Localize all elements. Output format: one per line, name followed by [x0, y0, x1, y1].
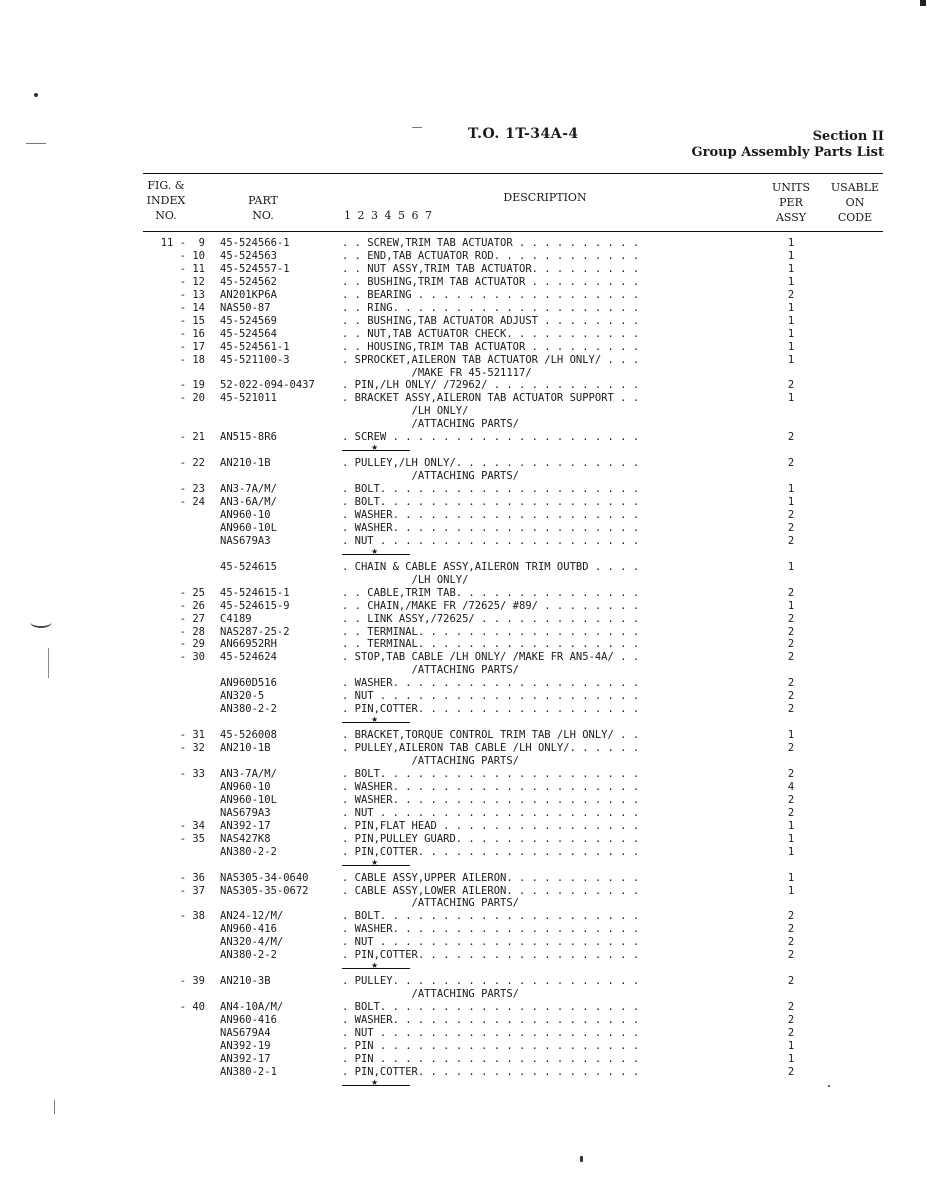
fig-index-cell: - 15: [179, 314, 205, 327]
table-row: [0, 289, 927, 302]
part-number-cell: AN380-2-2: [220, 703, 277, 716]
part-number-cell: 45-521011: [220, 392, 277, 405]
part-number-cell: AN320-5: [220, 690, 265, 703]
table-row: [0, 1040, 927, 1053]
description-cell: . . SCREW,TRIM TAB ACTUATOR . . . . . . . . . .: [342, 237, 640, 249]
units-per-assy-cell: 2: [787, 379, 795, 392]
units-per-assy-cell: 2: [787, 586, 795, 599]
units-per-assy-cell: 1: [787, 1039, 795, 1052]
table-row: [0, 690, 927, 703]
description-cell: . . LINK ASSY,/72625/ . . . . . . . . . . . . .: [342, 612, 640, 625]
fig-index-cell: - 23: [179, 483, 205, 496]
part-number-cell: 45-524557-1: [220, 262, 290, 275]
units-per-assy-cell: 1: [787, 729, 795, 742]
table-row: [0, 341, 927, 354]
units-per-assy-cell: 2: [787, 521, 795, 534]
units-per-assy-cell: 2: [787, 638, 795, 651]
units-per-assy-cell: 2: [787, 923, 795, 936]
part-number-cell: AN392-17: [220, 819, 271, 832]
attaching-parts-separator: [342, 1085, 410, 1086]
description-cell: . . BUSHING,TAB ACTUATOR ADJUST . . . . . . . .: [342, 314, 640, 327]
units-per-assy-cell: 2: [787, 534, 795, 547]
part-number-cell: NAS50-87: [220, 301, 271, 314]
fig-index-cell: - 11: [179, 262, 205, 275]
fig-index-cell: - 17: [179, 340, 205, 353]
units-per-assy-cell: 1: [787, 871, 795, 884]
part-number-cell: AN960-10L: [220, 793, 277, 806]
fig-index-cell: - 14: [179, 301, 205, 314]
part-number-cell: AN392-19: [220, 1039, 271, 1052]
part-number-cell: 45-524624: [220, 651, 277, 664]
description-cell: /ATTACHING PARTS/: [342, 418, 520, 431]
table-row: [0, 587, 927, 600]
part-number-cell: C4189: [220, 612, 252, 625]
description-cell: . . TERMINAL. . . . . . . . . . . . . . . . . .: [342, 625, 640, 638]
fig-index-cell: - 24: [179, 496, 205, 508]
description-cell: . NUT . . . . . . . . . . . . . . . . . . . . .: [342, 1026, 640, 1039]
description-cell: . . TERMINAL. . . . . . . . . . . . . . . . . .: [342, 638, 640, 651]
description-cell: /ATTACHING PARTS/: [342, 664, 520, 677]
description-cell: . BOLT. . . . . . . . . . . . . . . . . . . . .: [342, 910, 640, 923]
part-number-cell: NAS679A3: [220, 806, 271, 819]
part-number-cell: AN380-2-2: [220, 949, 277, 962]
table-row: [0, 561, 927, 574]
table-row: [0, 923, 927, 936]
units-per-assy-cell: 1: [787, 237, 795, 249]
units-per-assy-cell: 1: [787, 353, 795, 366]
table-row: [0, 315, 927, 328]
table-row: [0, 872, 927, 885]
description-cell: . PIN,PULLEY GUARD. . . . . . . . . . . . . . .: [342, 832, 640, 845]
units-per-assy-cell: 2: [787, 612, 795, 625]
table-row: [0, 936, 927, 949]
table-row: [0, 677, 927, 690]
attaching-parts-separator: [342, 865, 410, 866]
part-number-cell: AN66952RH: [220, 638, 277, 651]
description-cell: . PIN,COTTER. . . . . . . . . . . . . . . . . .: [342, 703, 640, 716]
part-number-cell: AN380-2-2: [220, 845, 277, 858]
fig-index-cell: - 36: [179, 871, 205, 884]
part-number-cell: 45-524562: [220, 275, 277, 288]
table-row: [0, 302, 927, 315]
table-row: [0, 354, 927, 367]
table-row: [0, 250, 927, 263]
col-header-part-no: PART NO.: [248, 194, 278, 222]
units-per-assy-cell: 1: [787, 275, 795, 288]
units-per-assy-cell: 1: [787, 1052, 795, 1065]
table-row: [0, 755, 927, 768]
units-per-assy-cell: 2: [787, 625, 795, 638]
fig-index-cell: - 19: [179, 379, 205, 392]
description-cell: /LH ONLY/: [342, 573, 469, 586]
table-row: [0, 1066, 927, 1079]
page-subtitle: Group Assembly Parts List: [691, 145, 884, 160]
description-cell: /ATTACHING PARTS/: [342, 988, 520, 1001]
to-number: T.O. 1T-34A-4: [468, 126, 579, 142]
units-per-assy-cell: 1: [787, 483, 795, 496]
description-cell: . WASHER. . . . . . . . . . . . . . . . . . . .: [342, 793, 640, 806]
fig-index-cell: - 39: [179, 975, 205, 988]
fig-index-cell: - 40: [179, 1001, 205, 1014]
table-row: [0, 263, 927, 276]
table-row: [0, 833, 927, 846]
description-cell: . SPROCKET,AILERON TAB ACTUATOR /LH ONLY/ . . .: [342, 353, 640, 366]
fig-index-cell: - 13: [179, 288, 205, 301]
table-row: [0, 781, 927, 794]
fig-index-cell: - 26: [179, 599, 205, 612]
fig-index-cell: - 38: [179, 910, 205, 923]
col-header-description: DESCRIPTION: [503, 191, 587, 204]
units-per-assy-cell: 2: [787, 936, 795, 949]
units-per-assy-cell: 2: [787, 1065, 795, 1078]
scan-mark: [412, 127, 422, 128]
part-number-cell: NAS427K8: [220, 832, 271, 845]
scan-speck: [34, 93, 38, 97]
part-number-cell: AN320-4/M/: [220, 936, 284, 949]
table-row: [0, 1001, 927, 1014]
units-per-assy-cell: 2: [787, 1026, 795, 1039]
fig-index-cell: - 10: [179, 249, 205, 262]
part-number-cell: AN960-10L: [220, 521, 277, 534]
units-per-assy-cell: 1: [787, 327, 795, 340]
table-row: [0, 1027, 927, 1040]
table-row: [0, 742, 927, 755]
description-cell: . PIN,COTTER. . . . . . . . . . . . . . . . . .: [342, 949, 640, 962]
description-cell: . WASHER. . . . . . . . . . . . . . . . . . . .: [342, 923, 640, 936]
table-row: [0, 379, 927, 392]
description-cell: . BOLT. . . . . . . . . . . . . . . . . . . . .: [342, 496, 640, 508]
table-row: [0, 367, 927, 380]
scan-mark: [920, 0, 926, 6]
description-cell: . BOLT. . . . . . . . . . . . . . . . . . . . .: [342, 1001, 640, 1014]
table-row: [0, 496, 927, 509]
attaching-parts-separator: [342, 450, 410, 451]
table-row: [0, 457, 927, 470]
fig-index-cell: - 29: [179, 638, 205, 651]
table-row: [0, 535, 927, 548]
part-number-cell: 45-524615-9: [220, 599, 290, 612]
table-row: [0, 910, 927, 923]
scan-mark: [30, 616, 52, 628]
fig-index-cell: - 28: [179, 625, 205, 638]
description-cell: . CHAIN & CABLE ASSY,AILERON TRIM OUTBD . . . .: [342, 560, 640, 573]
units-per-assy-cell: 2: [787, 793, 795, 806]
units-per-assy-cell: 2: [787, 1014, 795, 1026]
units-per-assy-cell: 1: [787, 340, 795, 353]
description-cell: . STOP,TAB CABLE /LH ONLY/ /MAKE FR AN5-4A/ . .: [342, 651, 640, 664]
description-cell: . PIN . . . . . . . . . . . . . . . . . . . . .: [342, 1052, 640, 1065]
table-row: [0, 392, 927, 405]
part-number-cell: AN960-10: [220, 508, 271, 521]
description-cell: . BRACKET ASSY,AILERON TAB ACTUATOR SUPPORT . .: [342, 392, 640, 405]
table-row: [0, 574, 927, 587]
table-row: [0, 768, 927, 781]
units-per-assy-cell: 1: [787, 392, 795, 405]
units-per-assy-cell: 1: [787, 496, 795, 508]
fig-index-cell: - 35: [179, 832, 205, 845]
description-cell: . . NUT ASSY,TRIM TAB ACTUATOR. . . . . . . . .: [342, 262, 640, 275]
header-top-rule: [143, 173, 883, 174]
fig-index-cell: - 18: [179, 353, 205, 366]
col-header-units-per-assy: UNITS PER ASSY: [771, 181, 811, 224]
table-row: [0, 820, 927, 833]
description-cell: . PULLEY,AILERON TAB CABLE /LH ONLY/. . . . . .: [342, 742, 640, 755]
table-row: [0, 1053, 927, 1066]
description-cell: . . CHAIN,/MAKE FR /72625/ #89/ . . . . . . . .: [342, 599, 640, 612]
part-number-cell: AN960-416: [220, 1014, 277, 1026]
units-per-assy-cell: 2: [787, 508, 795, 521]
table-row: [0, 276, 927, 289]
header-bottom-rule: [143, 231, 883, 232]
description-cell: . PIN,/LH ONLY/ /72962/ . . . . . . . . . . . .: [342, 379, 640, 392]
description-cell: . NUT . . . . . . . . . . . . . . . . . . . . .: [342, 936, 640, 949]
description-cell: . NUT . . . . . . . . . . . . . . . . . . . . .: [342, 534, 640, 547]
units-per-assy-cell: 2: [787, 288, 795, 301]
units-per-assy-cell: 1: [787, 832, 795, 845]
scan-mark: [48, 648, 49, 678]
description-cell: /LH ONLY/: [342, 405, 469, 418]
part-number-cell: AN960D516: [220, 677, 277, 690]
description-cell: /ATTACHING PARTS/: [342, 897, 520, 910]
description-cell: . WASHER. . . . . . . . . . . . . . . . . . . .: [342, 521, 640, 534]
description-cell: . BOLT. . . . . . . . . . . . . . . . . . . . .: [342, 767, 640, 780]
table-row: [0, 509, 927, 522]
part-number-cell: AN960-10: [220, 780, 271, 793]
part-number-cell: 45-524569: [220, 314, 277, 327]
table-row: [0, 703, 927, 716]
description-cell: . NUT . . . . . . . . . . . . . . . . . . . . .: [342, 690, 640, 703]
fig-index-cell: - 16: [179, 327, 205, 340]
part-number-cell: AN4-10A/M/: [220, 1001, 284, 1014]
description-cell: . CABLE ASSY,UPPER AILERON. . . . . . . . . . .: [342, 871, 640, 884]
table-row: [0, 846, 927, 859]
fig-index-cell: - 37: [179, 884, 205, 897]
table-row: [0, 949, 927, 962]
part-number-cell: AN210-1B: [220, 457, 271, 470]
units-per-assy-cell: 1: [787, 314, 795, 327]
table-row: [0, 729, 927, 742]
scan-mark: [26, 143, 46, 144]
fig-index-cell: - 20: [179, 392, 205, 405]
table-row: [0, 470, 927, 483]
col-header-indent-levels: 1 2 3 4 5 6 7: [344, 209, 434, 222]
part-number-cell: AN380-2-1: [220, 1065, 277, 1078]
units-per-assy-cell: 2: [787, 742, 795, 755]
units-per-assy-cell: 1: [787, 301, 795, 314]
description-cell: . PULLEY. . . . . . . . . . . . . . . . . . . .: [342, 975, 640, 988]
table-row: [0, 664, 927, 677]
units-per-assy-cell: 2: [787, 703, 795, 716]
part-number-cell: AN515-8R6: [220, 431, 277, 444]
table-row: [0, 807, 927, 820]
description-cell: . PIN,FLAT HEAD . . . . . . . . . . . . . . . .: [342, 819, 640, 832]
table-row: [0, 237, 927, 250]
description-cell: /ATTACHING PARTS/: [342, 470, 520, 483]
description-cell: . PIN,COTTER. . . . . . . . . . . . . . . . . .: [342, 845, 640, 858]
part-number-cell: 45-524615-1: [220, 586, 290, 599]
table-row: [0, 328, 927, 341]
description-cell: /ATTACHING PARTS/: [342, 755, 520, 767]
units-per-assy-cell: 2: [787, 677, 795, 690]
units-per-assy-cell: 1: [787, 819, 795, 832]
table-row: [0, 431, 927, 444]
table-row: [0, 405, 927, 418]
part-number-cell: NAS305-35-0672: [220, 884, 309, 897]
units-per-assy-cell: 2: [787, 431, 795, 444]
part-number-cell: AN3-6A/M/: [220, 496, 277, 508]
fig-index-cell: - 34: [179, 819, 205, 832]
part-number-cell: NAS679A4: [220, 1026, 271, 1039]
units-per-assy-cell: 1: [787, 884, 795, 897]
part-number-cell: 52-022-094-0437: [220, 379, 315, 392]
attaching-parts-separator: [342, 722, 410, 723]
description-cell: /MAKE FR 45-521117/: [342, 366, 532, 379]
col-header-usable-on-code: USABLE ON CODE: [830, 181, 880, 224]
table-row: [0, 651, 927, 664]
table-row: [0, 418, 927, 431]
units-per-assy-cell: 1: [787, 599, 795, 612]
fig-index-cell: 11 - 9: [160, 237, 205, 249]
table-row: [0, 522, 927, 535]
scan-speck: [580, 1156, 583, 1162]
description-cell: . PIN . . . . . . . . . . . . . . . . . . . . .: [342, 1039, 640, 1052]
part-number-cell: AN3-7A/M/: [220, 767, 277, 780]
part-number-cell: AN210-1B: [220, 742, 271, 755]
part-number-cell: 45-524615: [220, 560, 277, 573]
fig-index-cell: - 30: [179, 651, 205, 664]
scan-speck: [828, 1085, 830, 1087]
description-cell: . CABLE ASSY,LOWER AILERON. . . . . . . . . . .: [342, 884, 640, 897]
fig-index-cell: - 32: [179, 742, 205, 755]
fig-index-cell: - 12: [179, 275, 205, 288]
part-number-cell: AN3-7A/M/: [220, 483, 277, 496]
part-number-cell: 45-521100-3: [220, 353, 290, 366]
part-number-cell: 45-524561-1: [220, 340, 290, 353]
part-number-cell: NAS679A3: [220, 534, 271, 547]
units-per-assy-cell: 2: [787, 690, 795, 703]
table-row: [0, 638, 927, 651]
description-cell: . NUT . . . . . . . . . . . . . . . . . . . . .: [342, 806, 640, 819]
units-per-assy-cell: 2: [787, 910, 795, 923]
part-number-cell: 45-524566-1: [220, 237, 290, 249]
fig-index-cell: - 21: [179, 431, 205, 444]
description-cell: . . HOUSING,TRIM TAB ACTUATOR . . . . . . . . .: [342, 340, 640, 353]
units-per-assy-cell: 4: [787, 780, 795, 793]
part-number-cell: AN24-12/M/: [220, 910, 284, 923]
table-row: [0, 613, 927, 626]
description-cell: . . RING. . . . . . . . . . . . . . . . . . . .: [342, 301, 640, 314]
units-per-assy-cell: 1: [787, 249, 795, 262]
part-number-cell: 45-524564: [220, 327, 277, 340]
description-cell: . . END,TAB ACTUATOR ROD. . . . . . . . . . . .: [342, 249, 640, 262]
part-number-cell: AN201KP6A: [220, 288, 277, 301]
description-cell: . BOLT. . . . . . . . . . . . . . . . . . . . .: [342, 483, 640, 496]
description-cell: . PULLEY,/LH ONLY/. . . . . . . . . . . . . . .: [342, 457, 640, 470]
description-cell: . . NUT,TAB ACTUATOR CHECK. . . . . . . . . . .: [342, 327, 640, 340]
part-number-cell: NAS305-34-0640: [220, 871, 309, 884]
fig-index-cell: - 31: [179, 729, 205, 742]
units-per-assy-cell: 2: [787, 949, 795, 962]
fig-index-cell: - 33: [179, 767, 205, 780]
description-cell: . . BUSHING,TRIM TAB ACTUATOR . . . . . . . . .: [342, 275, 640, 288]
units-per-assy-cell: 2: [787, 651, 795, 664]
table-row: [0, 988, 927, 1001]
description-cell: . WASHER. . . . . . . . . . . . . . . . . . . .: [342, 508, 640, 521]
units-per-assy-cell: 2: [787, 806, 795, 819]
table-row: [0, 600, 927, 613]
attaching-parts-separator: [342, 968, 410, 969]
units-per-assy-cell: 2: [787, 767, 795, 780]
part-number-cell: 45-526008: [220, 729, 277, 742]
description-cell: . SCREW . . . . . . . . . . . . . . . . . . . .: [342, 431, 640, 444]
fig-index-cell: - 27: [179, 612, 205, 625]
part-number-cell: 45-524563: [220, 249, 277, 262]
units-per-assy-cell: 2: [787, 1001, 795, 1014]
col-header-fig-index: FIG. & INDEX NO.: [146, 179, 186, 222]
table-row: [0, 794, 927, 807]
table-row: [0, 897, 927, 910]
units-per-assy-cell: 1: [787, 262, 795, 275]
part-number-cell: AN392-17: [220, 1052, 271, 1065]
units-per-assy-cell: 1: [787, 845, 795, 858]
description-cell: . PIN,COTTER. . . . . . . . . . . . . . . . . .: [342, 1065, 640, 1078]
table-row: [0, 483, 927, 496]
description-cell: . . CABLE,TRIM TAB. . . . . . . . . . . . . . .: [342, 586, 640, 599]
table-row: [0, 626, 927, 639]
description-cell: . WASHER. . . . . . . . . . . . . . . . . . . .: [342, 1014, 640, 1026]
attaching-parts-separator: [342, 554, 410, 555]
units-per-assy-cell: 1: [787, 560, 795, 573]
description-cell: . WASHER. . . . . . . . . . . . . . . . . . . .: [342, 677, 640, 690]
fig-index-cell: - 25: [179, 586, 205, 599]
units-per-assy-cell: 2: [787, 975, 795, 988]
scan-mark: [54, 1100, 55, 1114]
table-row: [0, 1014, 927, 1027]
section-title: Section II: [812, 129, 884, 144]
description-cell: . BRACKET,TORQUE CONTROL TRIM TAB /LH ONLY/ . .: [342, 729, 640, 742]
part-number-cell: AN210-3B: [220, 975, 271, 988]
table-row: [0, 885, 927, 898]
fig-index-cell: - 22: [179, 457, 205, 470]
description-cell: . . BEARING . . . . . . . . . . . . . . . . . .: [342, 288, 640, 301]
description-cell: . WASHER. . . . . . . . . . . . . . . . . . . .: [342, 780, 640, 793]
table-row: [0, 975, 927, 988]
units-per-assy-cell: 2: [787, 457, 795, 470]
part-number-cell: NAS287-25-2: [220, 625, 290, 638]
part-number-cell: AN960-416: [220, 923, 277, 936]
